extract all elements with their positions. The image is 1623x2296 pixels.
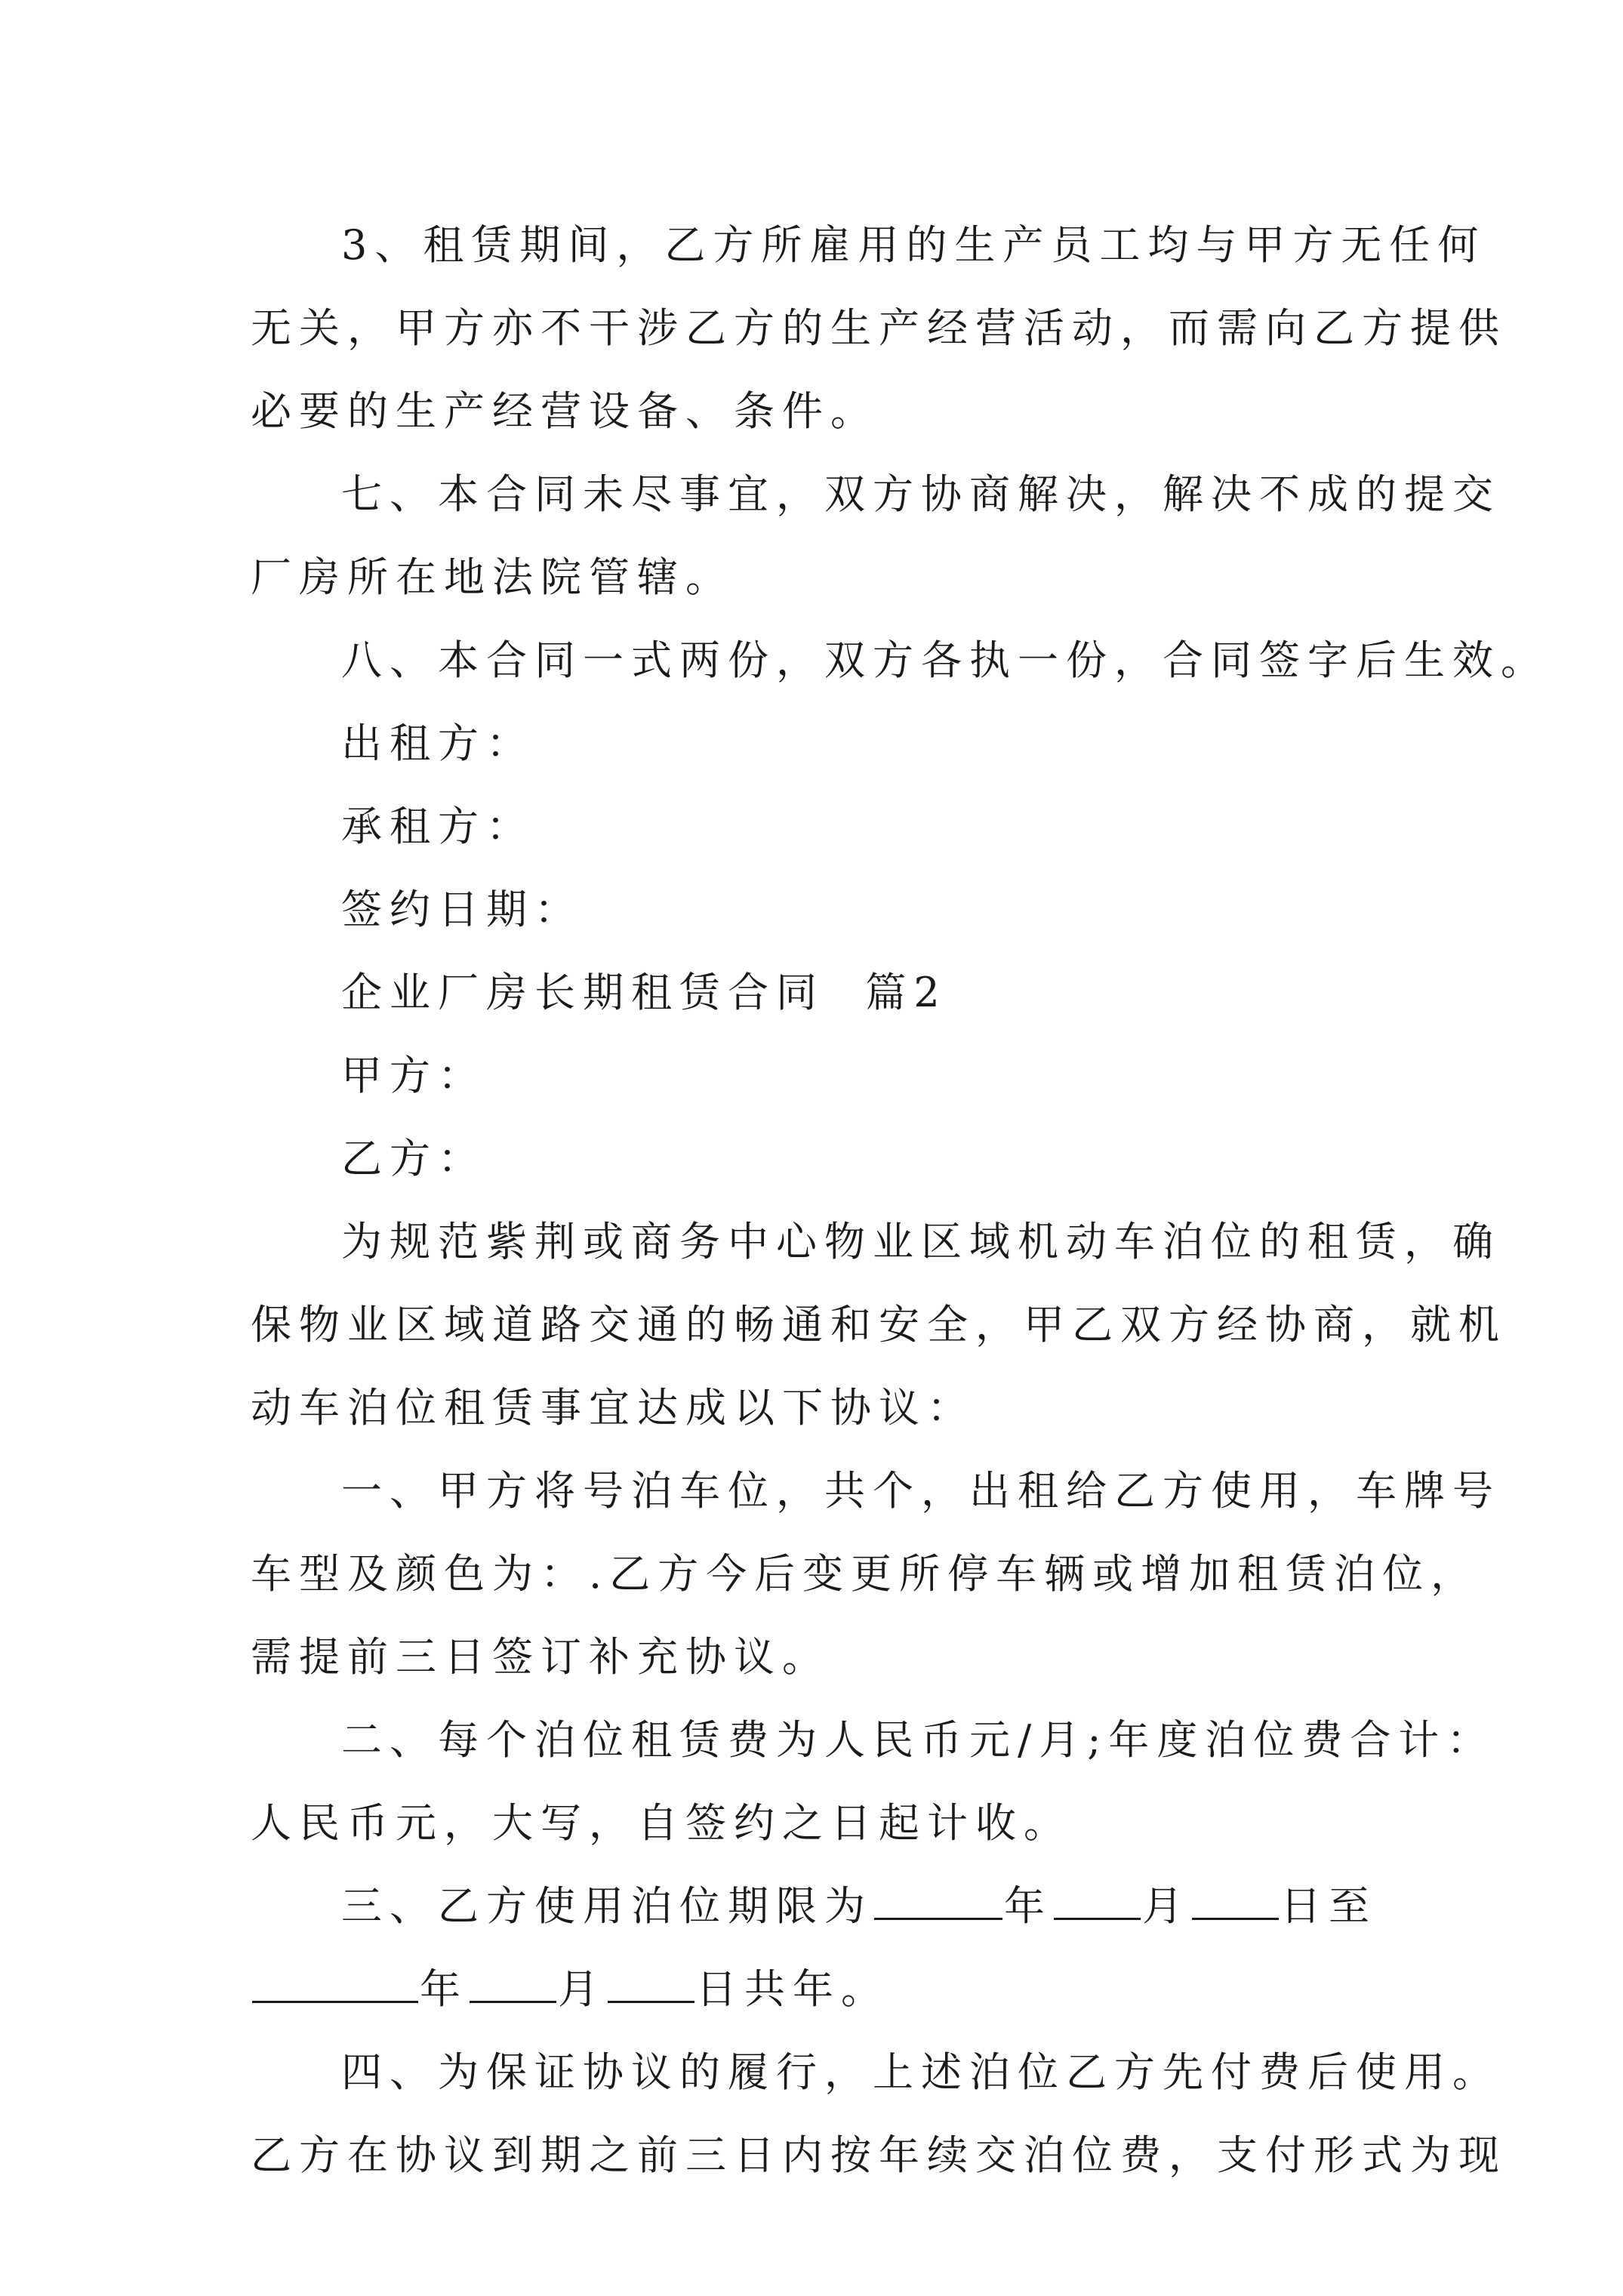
section-title: 企业厂房长期租赁合同 篇2	[341, 969, 947, 1016]
paragraph-line: 3、租赁期间，乙方所雇用的生产员工均与甲方无任何	[341, 221, 1486, 269]
lessor-signature-label: 出租方：	[341, 720, 534, 767]
paragraph-line: 需提前三日签订补充协议。	[251, 1633, 830, 1681]
start-day-blank[interactable]	[1192, 1880, 1279, 1920]
paragraph-line: 一、甲方将号泊车位，共个，出租给乙方使用，车牌号	[341, 1467, 1501, 1515]
paragraph-line: 二、每个泊位租赁费为人民币元/月;年度泊位费合计：	[341, 1716, 1495, 1764]
end-month-blank[interactable]	[470, 1963, 556, 2003]
paragraph-line: 为规范紫荆或商务中心物业区域机动车泊位的租赁，确	[341, 1218, 1501, 1265]
lessee-signature-label: 承租方：	[341, 803, 534, 850]
paragraph-line: 乙方在协议到期之前三日内按年续交泊位费，支付形式为现	[251, 2131, 1507, 2179]
year-label: 年	[1004, 1882, 1052, 1930]
year-label: 年	[420, 1965, 468, 2013]
signing-date-label: 签约日期：	[341, 886, 583, 933]
day-to-label: 日至	[1280, 1882, 1377, 1930]
paragraph-line: 必要的生产经营设备、条件。	[251, 387, 879, 435]
day-end-label: 日共年。	[696, 1965, 889, 2013]
party-b-label: 乙方：	[341, 1135, 486, 1182]
paragraph-line: 人民币元，大写，自签约之日起计收。	[251, 1799, 1072, 1847]
paragraph-line: 动车泊位租赁事宜达成以下协议：	[251, 1384, 975, 1432]
paragraph-line: 车型及颜色为：.乙方今后变更所停车辆或增加租赁泊位，	[251, 1550, 1480, 1598]
lease-term-prefix: 三、乙方使用泊位期限为	[341, 1882, 873, 1930]
lease-term-line-continued	[251, 1963, 889, 2016]
end-day-blank[interactable]	[608, 1963, 694, 2003]
month-label: 月	[558, 1965, 606, 2013]
paragraph-line: 八、本合同一式两份，双方各执一份，合同签字后生效。	[341, 636, 1549, 684]
start-month-blank[interactable]	[1054, 1880, 1141, 1920]
lease-term-line	[341, 1880, 1377, 1933]
start-year-blank[interactable]	[874, 1880, 1002, 1920]
end-year-blank[interactable]	[252, 1963, 418, 2003]
paragraph-line: 四、为保证协议的履行，上述泊位乙方先付费后使用。	[341, 2048, 1501, 2096]
month-label: 月	[1142, 1882, 1190, 1930]
paragraph-line: 七、本合同未尽事宜，双方协商解决，解决不成的提交	[341, 470, 1501, 518]
paragraph-line: 保物业区域道路交通的畅通和安全，甲乙双方经协商，就机	[251, 1301, 1507, 1348]
paragraph-line: 厂房所在地法院管辖。	[251, 553, 734, 601]
party-a-label: 甲方：	[341, 1052, 486, 1099]
paragraph-line: 无关，甲方亦不干涉乙方的生产经营活动，而需向乙方提供	[251, 304, 1507, 352]
